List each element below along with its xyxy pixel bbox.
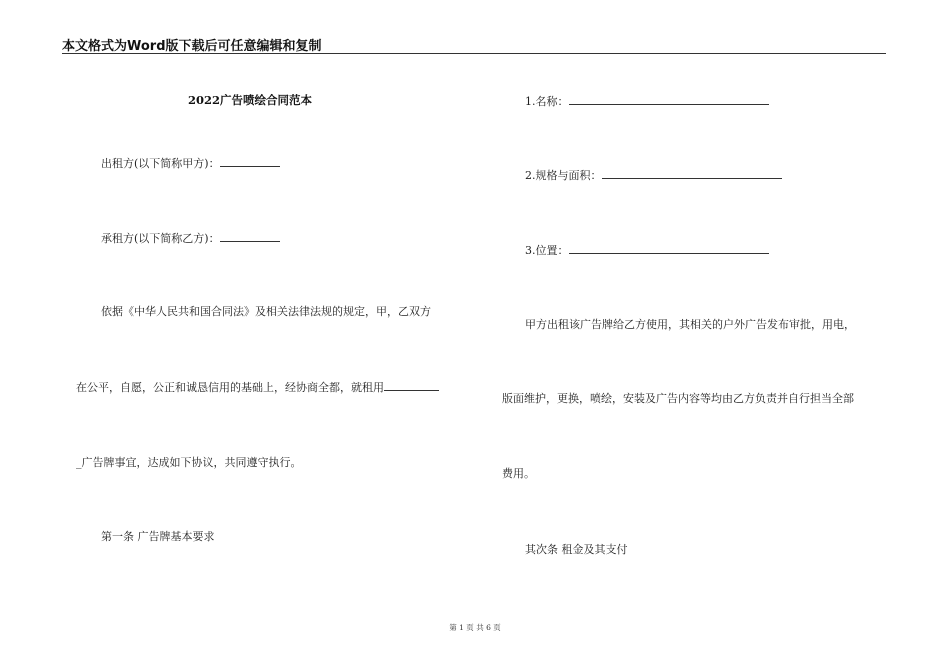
spec-blank bbox=[602, 168, 782, 179]
para2-line1: 甲方出租该广告牌给乙方使用，其相关的户外广告发布审批，用电， bbox=[525, 318, 855, 331]
para1-line2 bbox=[76, 380, 439, 394]
article1-heading: 第一条 广告牌基本要求 bbox=[101, 530, 215, 543]
spec-label: 2.规格与面积： bbox=[525, 169, 602, 182]
lessor-blank bbox=[220, 156, 280, 167]
page-number: 第 1 页 共 6 页 bbox=[449, 623, 501, 632]
document-title: 2022广告喷绘合同范本 bbox=[188, 93, 313, 107]
para1-line1: 依据《中华人民共和国合同法》及相关法律法规的规定，甲，乙双方 bbox=[101, 305, 431, 318]
spec-line bbox=[525, 168, 782, 182]
para2-line3: 费用。 bbox=[502, 467, 535, 480]
name-label: 1.名称： bbox=[525, 95, 569, 108]
para1-line3: _广告牌事宜，达成如下协议，共同遵守执行。 bbox=[76, 456, 302, 469]
location-label: 3.位置： bbox=[525, 244, 569, 257]
lessee-line bbox=[101, 231, 280, 245]
location-line bbox=[525, 243, 769, 257]
para2-line2: 版面维护，更换，喷绘，安装及广告内容等均由乙方负责并自行担当全部 bbox=[502, 392, 854, 405]
page-header bbox=[62, 36, 886, 54]
name-line bbox=[525, 94, 769, 108]
header-text: 本文格式为Word版下载后可任意编辑和复制 bbox=[62, 39, 322, 54]
lessor-line bbox=[101, 156, 280, 170]
article2-heading: 其次条 租金及其支付 bbox=[525, 543, 628, 556]
para1-blank bbox=[384, 380, 439, 391]
lessee-blank bbox=[220, 231, 280, 242]
location-blank bbox=[569, 243, 769, 254]
lessee-label: 承租方(以下简称乙方)： bbox=[101, 232, 220, 245]
lessor-label: 出租方(以下简称甲方)： bbox=[101, 157, 220, 170]
para1-line2-text: 在公平，自愿，公正和诚恳信用的基础上，经协商全都，就租用 bbox=[76, 381, 384, 394]
name-blank bbox=[569, 94, 769, 105]
